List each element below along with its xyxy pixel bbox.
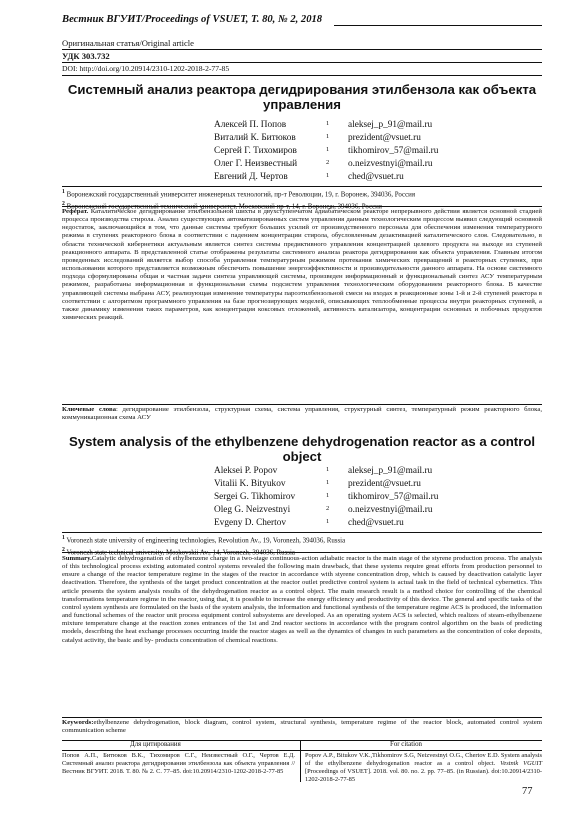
author-affiliation-mark: 1 [326,479,330,486]
divider [62,750,542,751]
author-name: Евгений Д. Чертов [214,172,288,182]
author-name: Vitalii K. Bityukov [214,479,286,489]
authors-en [62,465,542,531]
affiliation-number: 2 [62,546,65,553]
journal-header: Вестник ВГУИТ/Proceedings of VSUET, Т. 80, № 2, 2018 [62,14,323,25]
divider [62,186,542,187]
author-email[interactable]: ched@vsuet.ru [348,518,404,528]
author-name: Олег Г. Неизвестный [214,159,298,169]
keywords-en [62,719,542,735]
divider [62,62,542,63]
affiliation-item [62,188,542,200]
citation-en [305,752,542,784]
affiliation-number: 1 [62,189,65,195]
keywords-ru [62,406,542,422]
affiliation-number: 1 [62,535,65,541]
author-email[interactable]: tikhomirov_57@mail.ru [348,146,439,156]
author-row [62,132,542,145]
author-affiliation-mark: 1 [326,146,330,153]
divider [62,552,542,553]
affiliation-text: Воронежский государственный технический университет, Московский пр-т, 14, г. Воронеж, 394036, Россия [66,203,382,211]
author-email[interactable]: ched@vsuet.ru [348,172,404,182]
citation-en-journal: Vestnik VGUIT [500,760,542,767]
citation-heading-ru: Для цитирования [130,741,181,748]
title-en: System analysis of the ethylbenzene dehydrogenation reactor as a control object [68,434,536,464]
title-ru: Системный анализ реактора дегидрирования этилбензола как объекта управления [67,82,537,112]
abstract-label: Summary. [62,555,92,562]
author-row [62,504,542,517]
author-email[interactable]: prezident@vsuet.ru [348,133,421,143]
affiliation-item [62,534,542,546]
divider [62,404,542,405]
abstract-text: Каталитическое дегидрирование этилбензольной шихты в двухступенчатом адиабатическом реакторе непрерывного действия является основной стадией процесса производства стирола. Анализ существующих автоматизированных систем управления данным технологическим процессом выявил следующий основной недостаток, заключающийся в том, что данные системы требуют больших усилий от производственного персонала для обеспечения изменения температурного режима в ступенях реакторного блока в соответствии с падением концентрации стирола, обусловленным дезактивацией каталитического слоя. Следовательно, в области технической кибернетики актуальным является синтез системы предиктивного управления концентрацией целевого продукта на выходе из ступеней реакционного аппарата. В представленной статье отображены результаты системного анализа реактора дегидрирования как объекта управления. Главным итогом проведенных исследований является выбор способа управления температурным режимом протекания химических превращений в реакторных ступенях, при использовании которого представляется возможным обеспечить повышение энергоэффективности и производительности данного аппарата. На основе системного подхода сформулированы общая и частная задачи синтеза управляющей системы, произведен информационный и функциональный синтез АСУ температурным режимом, разработаны информационная и функциональная схемы подсистем управления технологическим оборудованием реакторного блока. В качестве управляющей системы выбрана АСУ, реализующая изменение температуры пароэтилбензольной смеси на входах в реакционные зоны 1-й и 2-й ступеней реактора в соответствии с алгоритмом программного управления на базе прогнозирующих моделей, описывающих теплообменные процессы внутри реакторных ступеней, а также динамику изменения таких параметров, как концентрация коксовых отложений, активность катализатора, концентрации основных и побочных продуктов химических реакций. [62,208,543,322]
keywords-text: : дегидрирование этилбензола, структурная схема, система управления, структурный синтез, температурный режим реакторного блока, коммуникационная схема АСУ [62,406,543,422]
author-affiliation-mark: 1 [326,120,330,127]
abstract-label: Реферат. [62,208,89,215]
keywords-label: Keywords: [62,719,94,726]
doi: DOI: http://doi.org/10.20914/2310-1202-2018-2-77-85 [62,64,230,73]
author-row [62,119,542,132]
author-name: Evgeny D. Chertov [214,518,287,528]
author-affiliation-mark: 1 [326,466,330,473]
abstract-text: Catalytic dehydrogenation of ethylbenzene charge in a two-stage continuous-action adiabatic reactor is the main stage of the styrene production process. The analysis of this technological process existing automated control systems revealed the following main drawback, that these systems require great efforts from production personnel to ensure a change of the reactor temperature regime in the stages of the reactor in accordance with styrene concentration drop, which is caused by deactivation catalytic layer deactivation. Therefore, the synthesis of the target product concentration at the reactor outlet predictive control system is actual task in the field of technical cybernetics. This article presents the system analysis results of the dehydrogenation reactor as a control object. The main research result is a method choice for controlling of the chemical transformations temperature regime in the reactor, using that, it is possible to increase the energy efficiency and productivity of this device. The general and specific tasks of the control system synthesis are formulated on the basis of the system analysis, the information and functional synthesis of the temperature regime ACS is produced, the information and functional schemes of the reactor unit process equipment control subsystems are developed. As an operating system ACS is selected, which realizes of steam-ethylbenzene mixture temperature change at the reaction zones entrances of the 1st and 2nd reactor sections in accordance with the program control algorithm on the basis of predicting models, describing the heat exchange processes occurring inside the reactor stages as well as the dynamics of changes in such parameters as the concentration of coke deposits, catalyst activity, the basic and by- products concentration of chemical reactions. [62,555,542,644]
udk: УДК 303.732 [62,51,110,61]
author-affiliation-mark: 1 [326,492,330,499]
authors-ru [62,119,542,185]
author-affiliation-mark: 1 [326,518,330,525]
author-row [62,465,542,478]
author-affiliation-mark: 1 [326,133,330,140]
divider [62,49,542,50]
divider [62,532,542,533]
abstract-ru [62,208,542,322]
affiliation-text: Voronezh state technical university, Moskovskii Av., 14, Voronezh, 394036, Russia [66,549,295,557]
author-row [62,171,542,184]
keywords-text: ethylbenzene dehydrogenation, block diagram, control system, structural synthesis, temperature regime of the reactor block, automated control system communication scheme [62,719,542,735]
author-email[interactable]: tikhomirov_57@mail.ru [348,492,439,502]
author-email[interactable]: prezident@vsuet.ru [348,479,421,489]
author-name: Oleg G. Neizvestnyi [214,505,291,515]
author-name: Сергей Г. Тихомиров [214,146,297,156]
author-affiliation-mark: 2 [326,159,330,166]
author-name: Sergei G. Tikhomirov [214,492,296,502]
citation-en-text: [Proceedings of VSUET]. 2018. vol. 80. no. 2. pp. 77–85. (in Russian). doi:10.20914/2310-1202-2018-2-77-85 [305,768,542,783]
author-name: Виталий К. Битюков [214,133,296,143]
citation-ru: Попов А.П., Битюков В.К., Тихомиров С.Г., Неизвестный О.Г., Чертов Е.Д. Системный анализ реактора дегидрирования этилбензола как объекта управления // Вестник ВГУИТ. 2018. Т. 80. № 2. С. 77–85. doi:10.20914/2310-1202-2018-2-77-85 [62,752,295,775]
author-name: Алексей П. Попов [214,120,287,130]
author-affiliation-mark: 2 [326,505,330,512]
divider [62,717,542,718]
affiliation-number: 2 [62,200,65,207]
author-row [62,478,542,491]
article-type: Оригинальная статья/Original article [62,38,194,48]
author-row [62,517,542,530]
author-row [62,145,542,158]
divider [62,206,542,207]
citation-heading-en: For citation [390,741,422,748]
header-underline [334,25,542,26]
page-number: 77 [522,786,533,797]
divider [62,75,542,76]
author-email[interactable]: o.neizvestnyi@mail.ru [348,505,433,515]
keywords-label: Ключевые слова [62,406,116,413]
author-email[interactable]: o.neizvestnyi@mail.ru [348,159,433,169]
citation-en-text: Popov A.P., Bitukov V.K.,Tikhomirov S.G, Neizvestnyi O.G., Chertov E.D. System analysis of the ethylbenzene dehydrogenation reactor as a control object. [305,752,542,767]
author-row [62,491,542,504]
abstract-en [62,555,542,645]
column-divider [300,740,301,782]
affiliation-text: Voronezh state university of engineering technologies, Revolution Av., 19, Voronezh, 394036, Russia [66,537,346,545]
author-email[interactable]: aleksej_p_91@mail.ru [348,466,433,476]
author-affiliation-mark: 1 [326,172,330,179]
author-email[interactable]: aleksej_p_91@mail.ru [348,120,433,130]
author-row [62,158,542,171]
affiliation-text: Воронежский государственный университет инженерных технологий, пр-т Революции, 19, г. Воронеж, 394036, Россия [66,191,416,199]
author-name: Aleksei P. Popov [214,466,278,476]
